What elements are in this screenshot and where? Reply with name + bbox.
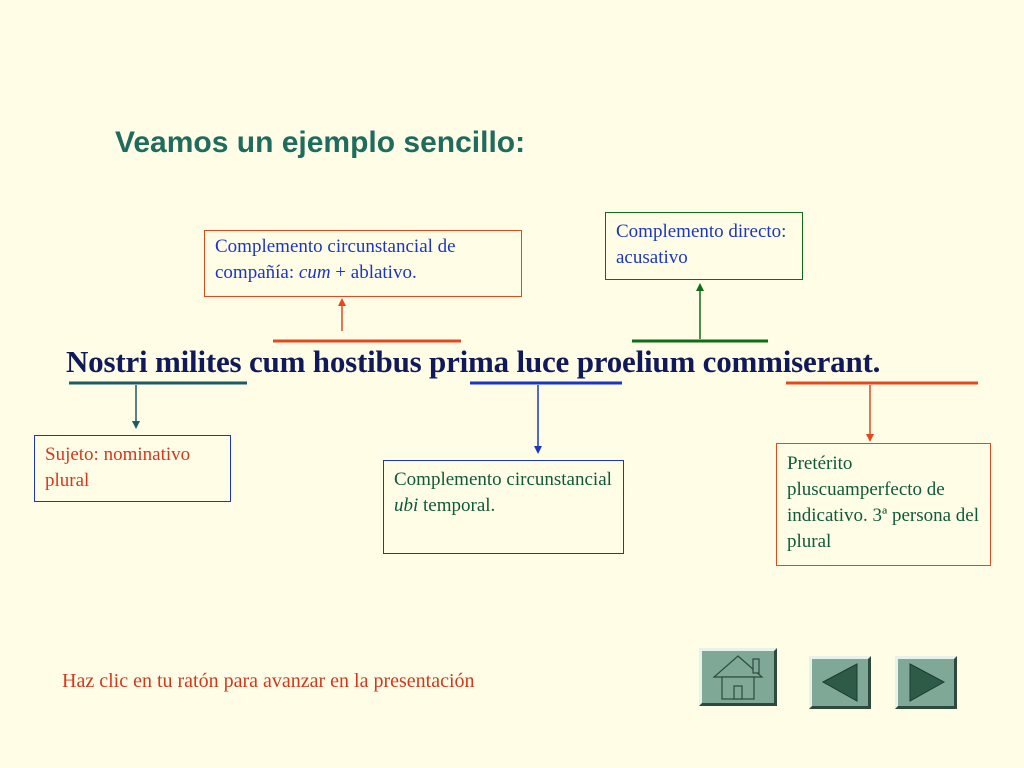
word-proelium: proelium xyxy=(576,344,696,379)
word-nostri: Nostri xyxy=(66,344,148,379)
triangle-right-icon xyxy=(898,659,954,706)
box-complemento-ubi: Complemento circunstancial ubi temporal. xyxy=(383,460,624,554)
word-hostibus: hostibus xyxy=(312,344,422,379)
home-icon xyxy=(702,651,774,703)
next-button[interactable] xyxy=(895,656,957,709)
home-button[interactable] xyxy=(699,648,777,706)
word-cum: cum xyxy=(249,344,306,379)
box-preterito: Pretérito pluscuamperfecto de indicativo. 3ª persona del plural xyxy=(776,443,991,566)
footer-instruction: Haz clic en tu ratón para avanzar en la presentación xyxy=(62,670,475,692)
box-sujeto: Sujeto: nominativo plural xyxy=(34,435,231,502)
slide-title: Veamos un ejemplo sencillo: xyxy=(115,126,526,159)
box-complemento-directo: Complemento directo: acusativo xyxy=(605,212,803,280)
previous-button[interactable] xyxy=(809,656,871,709)
word-luce: luce xyxy=(516,344,570,379)
box-complemento-compania: Complemento circunstancial de compañía: cum + ablativo. xyxy=(204,230,522,297)
triangle-left-icon xyxy=(812,659,868,706)
latin-sentence xyxy=(66,344,880,380)
word-milites: milites xyxy=(155,344,242,379)
word-prima: prima xyxy=(429,344,509,379)
word-commiserant: commiserant. xyxy=(702,344,881,379)
